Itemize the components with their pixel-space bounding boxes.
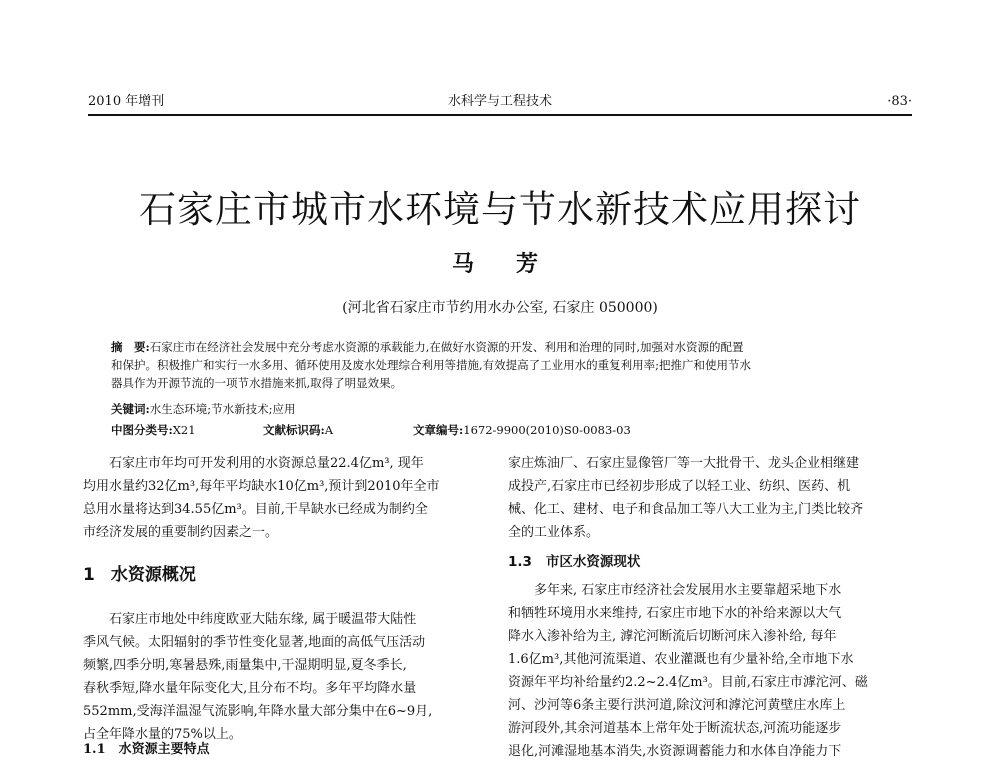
abstract-label: 摘 要: [111,340,150,354]
text-line: 春秋季短,降水量年际变化大,且分布不均。多年平均降水量 [83,681,417,696]
text-line: 资源年平均补给量约2.2~2.4亿m³。目前,石家庄市滹沱河、磁 [508,675,868,690]
text-line: 1.6亿m³,其他河流渠道、农业灌溉也有少量补给,全市地下水 [508,652,854,667]
text-line: 多年来, 石家庄市经济社会发展用水主要靠超采地下水 [534,583,842,598]
intro-paragraph [83,452,481,544]
text-line: 频繁,四季分明,寒暑悬殊,雨量集中,干湿期明显,夏冬季长, [83,658,407,673]
section-heading-1-3: 1.3 市区水资源现状 [508,554,641,570]
text-line: 占全年降水量的75%以上。 [83,727,242,742]
text-line: 退化,河滩湿地基本消失,水资源调蓄能力和水体自净能力下 [508,744,842,759]
text-line: 游河段外,其余河道基本上常年处于断流状态,河流功能逐步 [508,721,842,736]
text-line: 市经济发展的重要制约因素之一。 [83,525,279,540]
author-affiliation: (河北省石家庄市节约用水办公室, 石家庄 050000) [342,300,658,316]
paper-title: 石家庄市城市水环境与节水新技术应用探讨 [139,188,861,231]
text-line: 和牺牲环境用水来维持, 石家庄市地下水的补给来源以大气 [508,606,842,621]
cutoff-heading: 1.1 水资源主要特点 [83,742,210,757]
text-line: 552mm,受海洋温湿气流影响,年降水量大部分集中在6~9月, [83,704,433,719]
text-line: 家庄炼油厂、石家庄显像管厂等一大批骨干、龙头企业相继建 [508,456,860,471]
keywords-label: 关键词: [111,402,150,416]
section-1-paragraph [83,608,481,746]
abstract-line: 摘 要:石家庄市在经济社会发展中充分考虑水资源的承载能力,在做好水资源的开发、利用和治理的同时,加强对水资源的配置 [111,340,744,354]
text-line: 均用水量约32亿m³,每年平均缺水10亿m³,预计到2010年全市 [83,479,440,494]
keywords-text: 水生态环境;节水新技术;应用 [149,402,296,416]
text-line: 石家庄市地处中纬度欧亚大陆东缘, 属于暖温带大陆性 [109,612,417,627]
section-1-3-paragraph [508,579,906,763]
abstract-line: 和保护。积极推广和实行一水多用、循环使用及废水处理综合利用等措施,有效提高了工业用水的重复利用率;把推广和使用节水 [111,358,752,372]
article-id: 文章编号:1672-9900(2010)S0-0083-03 [413,423,631,437]
right-column-top [508,452,906,544]
classification-line [111,421,901,439]
text-line: 降水入渗补给为主, 滹沱河断流后切断河床入渗补给, 每年 [508,629,837,644]
page-number: ·83· [887,94,912,109]
text-line: 全的工业体系。 [508,525,600,540]
text-line: 成投产,石家庄市已经初步形成了以轻工业、纺织、医药、机 [508,479,851,494]
journal-name: 水科学与工程技术 [447,94,552,109]
text-line: 季风气候。太阳辐射的季节性变化显著,地面的高低气压活动 [83,635,426,650]
abstract [111,338,901,392]
text-line: 河、沙河等6条主要行洪河道,除汶河和滹沱河黄壁庄水库上 [508,698,846,713]
document-code: 文献标识码:A [263,423,334,437]
header-rule [88,114,912,116]
text-line: 石家庄市年均可开发利用的水资源总量22.4亿m³, 现年 [109,456,424,471]
clc-number: 中图分类号:X21 [111,423,196,437]
abstract-line: 器具作为开源节流的一项节水措施来抓,取得了明显效果。 [111,376,403,390]
running-header [88,92,912,114]
section-heading-1: 1 水资源概况 [83,565,196,585]
keywords [111,400,901,418]
author-name: 马 芳 [451,251,548,277]
issue-label: 2010 年增刊 [88,94,165,109]
text-line: 械、化工、建材、电子和食品加工等八大工业为主,门类比较齐 [508,502,864,517]
text-line: 总用水量将达到34.55亿m³。目前,干旱缺水已经成为制约全 [83,502,428,517]
